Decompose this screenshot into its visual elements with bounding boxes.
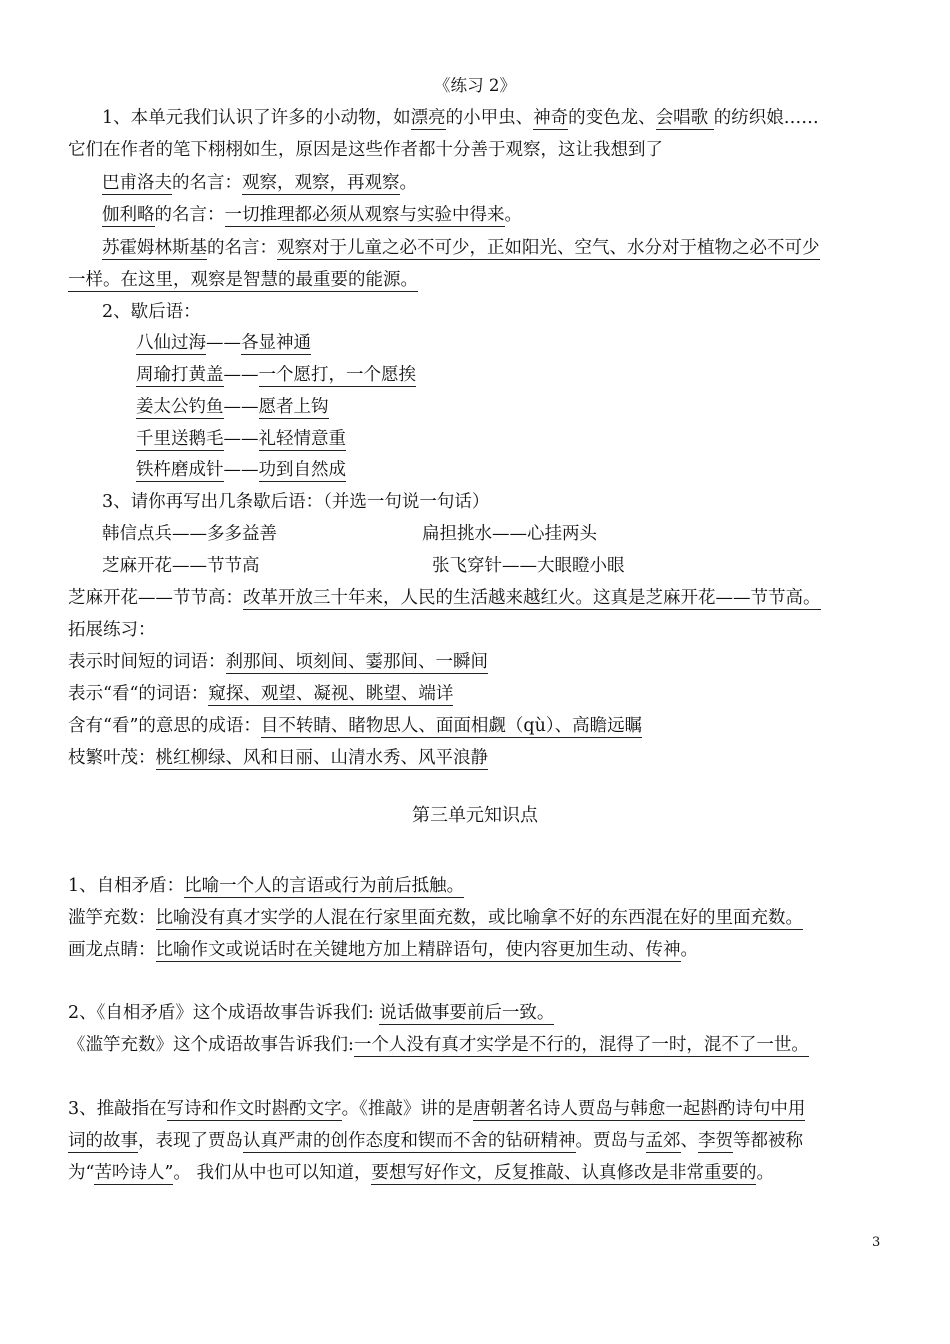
text: 1、本单元我们认识了许多的小动物，如: [102, 108, 411, 128]
text: 的名言：: [207, 238, 277, 258]
answer-part: 一个愿打，一个愿挨: [258, 365, 416, 385]
more-xiehouyu: 韩信点兵——多多益善: [102, 524, 277, 544]
answer-part: 礼轻情意重: [258, 429, 346, 449]
label: 含有“看”的意思的成语：: [68, 716, 261, 736]
underlined-text: 比喻一个人的言语或行为前后抵触。: [184, 876, 465, 896]
dash: ——: [223, 397, 259, 417]
underlined-text: 苦吟诗人”: [94, 1163, 174, 1183]
underlined-text: 要想写好作文，反复推敲、认真修改是非常重要的: [371, 1163, 757, 1183]
xiehouyu-item: [136, 395, 329, 419]
dash: ——: [223, 429, 259, 449]
answer-part: 愿者上钩: [258, 397, 329, 417]
quote-text: 观察，观察，再观察: [242, 173, 400, 193]
underlined-text: 会唱歌: [655, 108, 714, 128]
quote-text: 一切推理都必须从观察与实验中得来: [224, 205, 505, 225]
xiehouyu-item: [136, 331, 311, 355]
quote-pavlov: [102, 171, 417, 195]
dash: ——: [206, 333, 241, 353]
label: 2、《自相矛盾》这个成语故事告诉我们:: [68, 1003, 380, 1023]
page-number: 3: [872, 1235, 881, 1250]
expand-heading: 拓展练习：: [68, 620, 156, 640]
section-2-heading: 2、歇后语：: [102, 302, 201, 322]
idiom-item: [68, 874, 464, 898]
riddle-part: 铁杵磨成针: [136, 460, 224, 480]
xiehouyu-item: [136, 427, 346, 451]
text: 为“: [68, 1163, 95, 1183]
person-name: 巴甫洛夫: [102, 173, 172, 193]
quote-sukhomlinsky-line-1: [102, 236, 820, 260]
example-sentence: [68, 586, 821, 610]
person-name: 苏霍姆林斯基: [102, 238, 207, 258]
underlined-text: 孟郊: [645, 1131, 681, 1151]
label: 画龙点睛：: [68, 940, 156, 960]
text: 的小甲虫、: [445, 108, 534, 128]
exercise-title: 《练习 2》: [433, 76, 517, 95]
label: 1、自相矛盾：: [68, 876, 185, 896]
underlined-text: 改革开放三十年来，人民的生活越来越红火。这真是芝麻开花——节节高。: [243, 588, 821, 608]
expand-item: [68, 682, 453, 706]
paragraph-1-line-2: 它们在作者的笔下栩栩如生，原因是这些作者都十分善于观察，这让我想到了: [68, 140, 663, 160]
riddle-part: 八仙过海: [136, 333, 206, 353]
xiehouyu-item: [136, 458, 346, 482]
text: 的名言：: [172, 173, 242, 193]
paragraph-1-line-1: [102, 106, 819, 130]
more-xiehouyu: 扁担挑水——心挂两头: [422, 524, 597, 544]
dash: ——: [223, 365, 259, 385]
expand-item: [68, 714, 642, 738]
section-3-heading: 3、请你再写出几条歇后语：（并选一句说一句话）: [102, 492, 490, 512]
text: ，表现了贾岛: [138, 1131, 243, 1151]
underlined-text: 写诗和作文时斟酌文字: [166, 1099, 342, 1119]
underlined-text: 目不转睛、睹物思人、面面相觑（qù）、高瞻远瞩: [260, 716, 643, 736]
label: 表示“看“的词语：: [68, 684, 209, 704]
expand-item: [68, 650, 488, 674]
text: 3、推敲指在: [68, 1099, 167, 1119]
text: 。: [680, 940, 698, 960]
story-lesson: [68, 1001, 554, 1025]
expand-item: [68, 746, 488, 770]
underlined-text: 桃红柳绿、风和日丽、山清水秀、风平浪静: [155, 748, 488, 768]
answer-part: 功到自然成: [258, 460, 346, 480]
underlined-text: 唐朝著名诗人贾岛与韩愈一起斟酌诗句中用: [472, 1099, 806, 1119]
riddle-part: 千里送鹅毛: [136, 429, 224, 449]
unit-3-title: 第三单元知识点: [412, 805, 538, 826]
tuiqiao-line-2: [68, 1129, 803, 1153]
underlined-text: 漂亮: [410, 108, 446, 128]
quote-text: 观察对于儿童之必不可少，正如阳光、空气、水分对于植物之必不可少: [277, 238, 820, 258]
text: 。 我们从中也可以知道，: [173, 1163, 372, 1183]
tuiqiao-line-3: [68, 1161, 774, 1185]
text: 。: [504, 205, 522, 225]
label: 表示时间短的词语：: [68, 652, 226, 672]
riddle-part: 周瑜打黄盖: [136, 365, 224, 385]
text: 芝麻开花——节节高：: [68, 588, 243, 608]
underlined-text: 比喻没有真才实学的人混在行家里面充数，或比喻拿不好的东西混在好的里面充数。: [155, 908, 803, 928]
label: 滥竽充数：: [68, 908, 156, 928]
text: 的纺织娘……: [713, 108, 819, 128]
text: 、: [680, 1131, 698, 1151]
underlined-text: 窥探、观望、凝视、眺望、端详: [208, 684, 454, 704]
xiehouyu-item: [136, 363, 416, 387]
text: 的名言：: [154, 205, 225, 225]
story-lesson: [68, 1033, 809, 1057]
quote-sukhomlinsky-line-2: [68, 268, 418, 292]
idiom-item: [68, 906, 803, 930]
underlined-text: 比喻作文或说话时在关键地方加上精辟语句，使内容更加生动、传神: [155, 940, 681, 960]
text: 。贾岛与: [575, 1131, 646, 1151]
underlined-text: 刹那间、顷刻间、霎那间、一瞬间: [225, 652, 488, 672]
quote-galileo: [102, 203, 522, 227]
label: 《滥竽充数》这个成语故事告诉我们:: [68, 1035, 354, 1055]
underlined-text: 认真严肃的创作态度和锲而不舍的钻研精神: [243, 1131, 576, 1151]
underlined-text: 说话做事要前后一致。: [379, 1003, 555, 1023]
idiom-item: [68, 938, 698, 962]
underlined-text: 李贺: [698, 1131, 733, 1151]
riddle-part: 姜太公钓鱼: [136, 397, 224, 417]
person-name: 伽利略: [102, 205, 155, 225]
tuiqiao-line-1: [68, 1097, 805, 1121]
label: 枝繁叶茂：: [68, 748, 156, 768]
quote-text: 一样。在这里，观察是智慧的最重要的能源。: [68, 270, 418, 290]
more-xiehouyu: 芝麻开花——节节高: [102, 556, 260, 576]
more-xiehouyu: 张飞穿针——大眼瞪小眼: [432, 556, 625, 576]
text: 。: [399, 173, 417, 193]
underlined-text: 词的故事: [68, 1131, 138, 1151]
text: 。《推敲》讲的是: [341, 1099, 473, 1119]
underlined-text: 一个人没有真才实学是不行的，混得了一时，混不了一世。: [353, 1035, 809, 1055]
underlined-text: 神奇: [533, 108, 569, 128]
text: 等都被称: [733, 1131, 803, 1151]
answer-part: 各显神通: [241, 333, 311, 353]
dash: ——: [223, 460, 259, 480]
text: 。: [756, 1163, 774, 1183]
text: 的变色龙、: [568, 108, 656, 128]
